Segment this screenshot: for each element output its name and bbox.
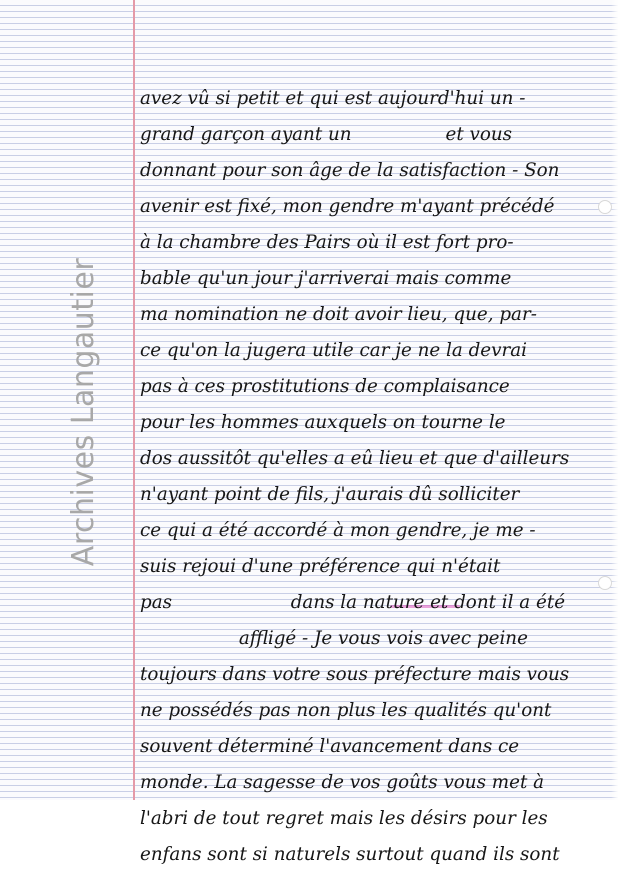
letter-line-18: ne possédés pas non plus les qualités qu'ont (140, 700, 552, 721)
letter-line-14: suis rejoui d'une préférence qui n'était (140, 556, 501, 577)
page-edge (611, 0, 623, 800)
letter-line-9: pas à ces prostitutions de complaisance (140, 376, 510, 397)
letter-line-19: souvent déterminé l'avancement dans ce (140, 736, 520, 757)
letter-line-11: dos aussitôt qu'elles a eû lieu et que d'ailleurs (140, 448, 570, 469)
letter-line-12: n'ayant point de fils, j'aurais dû solliciter (140, 484, 520, 505)
letter-line-5: à la chambre des Pairs où il est fort pro- (140, 232, 514, 253)
letter-line-20: monde. La sagesse de vos goûts vous met à (140, 772, 545, 793)
letter-line-17: toujours dans votre sous préfecture mais vous (140, 664, 570, 685)
letter-line-22: enfans sont si naturels surtout quand ils sont (140, 844, 560, 865)
letter-line-1: avez vû si petit et qui est aujourd'hui un - (140, 88, 526, 109)
letter-line-16: affligé - Je vous vois avec peine (238, 628, 528, 649)
letter-line-3: donnant pour son âge de la satisfaction - Son (140, 160, 560, 181)
letter-line-13: ce qui a été accordé à mon gendre, je me - (140, 520, 536, 541)
archive-watermark: Archives Langautier (66, 257, 101, 567)
letter-line-15: pas dans la nature et dont il a été (140, 592, 566, 613)
letter-line-2: grand garçon ayant un et vous (140, 124, 513, 145)
handwritten-letter (140, 84, 610, 876)
letter-line-7: ma nomination ne doit avoir lieu, que, par- (140, 304, 537, 325)
letter-line-4: avenir est fixé, mon gendre m'ayant précédé (140, 196, 555, 217)
letter-line-6: bable qu'un jour j'arriverai mais comme (140, 268, 512, 289)
letter-line-8: ce qu'on la jugera utile car je ne la devrai (140, 340, 527, 361)
margin-line (133, 0, 135, 800)
letter-line-10: pour les hommes auxquels on tourne le (140, 412, 506, 433)
letter-line-21: l'abri de tout regret mais les désirs pour les (140, 808, 548, 829)
